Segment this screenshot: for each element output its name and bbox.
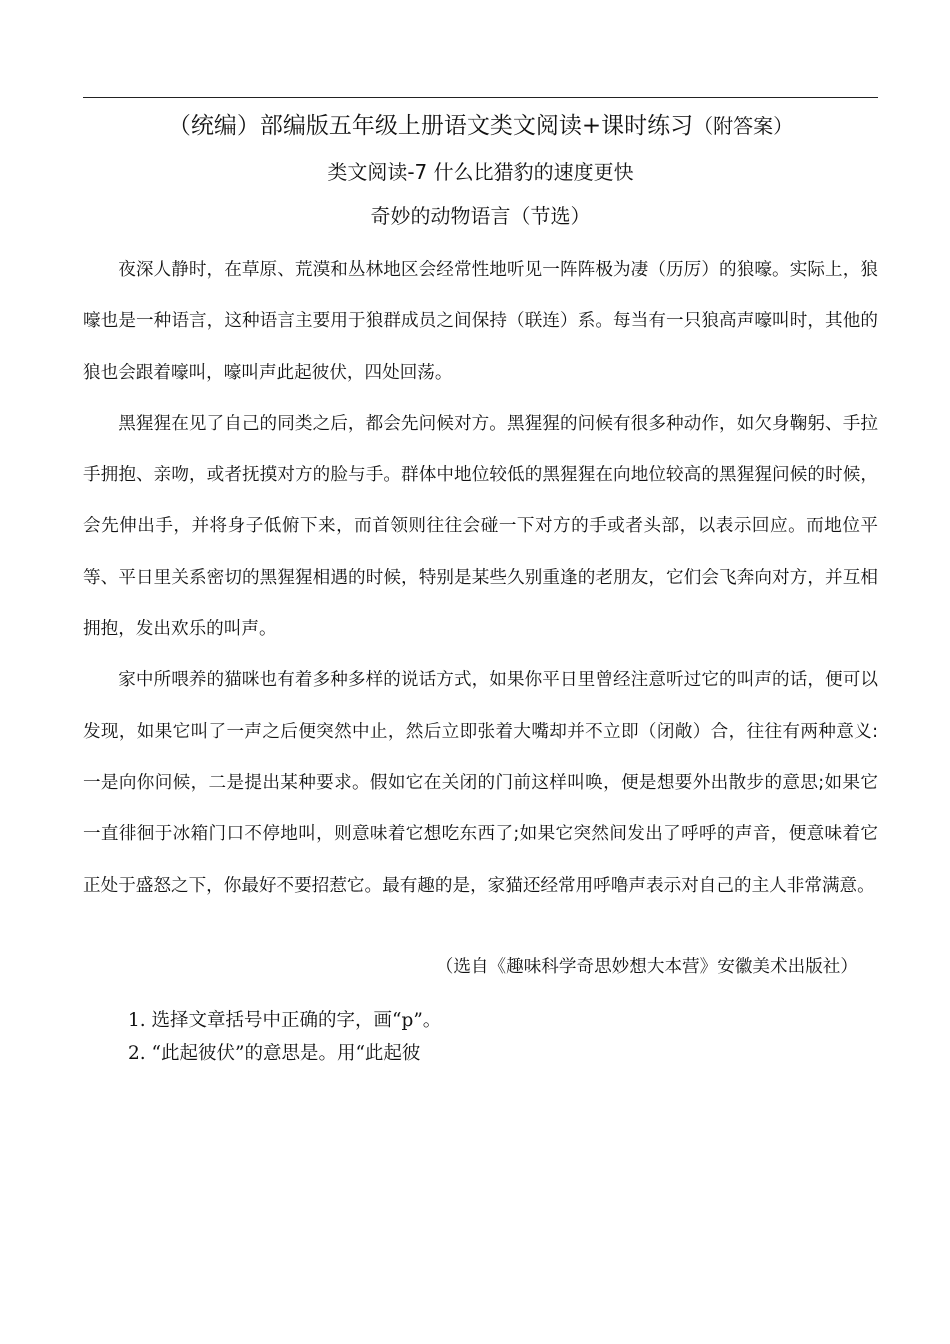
paragraph-chimpanzees: 黑猩猩在见了自己的同类之后，都会先问候对方。黑猩猩的问候有很多种动作，如欠身鞠躬、手拉手拥抱、亲吻，或者抚摸对方的脸与手。群体中地位较低的黑猩猩在向地位较高的黑猩猩问候的时候，会先伸出手，并将身子低俯下来，而首领则往往会碰一下对方的手或者头部，以表示回应。而地位平等、平日里关系密切的黑猩猩相遇的时候，特别是某些久别重逢的老朋友，它们会飞奔向对方，并互相拥抱，发出欢乐的叫声。 xyxy=(83,413,878,640)
question-item: 2. “此起彼伏”的意思是。用“此起彼 xyxy=(128,1043,421,1064)
paragraph-cats: 家中所喂养的猫咪也有着多种多样的说话方式，如果你平日里曾经注意听过它的叫声的话，便可以发现，如果它叫了一声之后便突然中止，然后立即张着大嘴却并不立即（闭敞）合，往往有两种意义:一是向你问候，二是提出某种要求。假如它在关闭的门前这样叫唤，便是想要外出散步的意思;如果它一直徘徊于冰箱门口不停地叫，则意味着它想吃东西了;如果它突然间发出了呼呼的声音，便意味着它正处于盛怒之下，你最好不要招惹它。最有趣的是，家猫还经常用呼噜声表示对自己的主人非常满意。 xyxy=(83,670,878,896)
document-header-suffix: （附答案） xyxy=(693,114,794,138)
reading-title: 类文阅读-7 什么比猎豹的速度更快 xyxy=(327,160,634,184)
document-header-title: （统编）部编版五年级上册语文类文阅读+课时练习 xyxy=(167,113,694,139)
article-body xyxy=(83,245,878,912)
article-title: 奇妙的动物语言（节选） xyxy=(370,204,591,228)
question-list xyxy=(128,1004,868,1070)
document-header xyxy=(83,108,878,144)
paragraph-wolves: 夜深人静时，在草原、荒漠和丛林地区会经常性地听见一阵阵极为凄（历厉）的狼嚎。实际上，狼嚎也是一种语言，这种语言主要用于狼群成员之间保持（联连）系。每当有一只狼高声嚎叫时，其他的狼也会跟着嚎叫，嚎叫声此起彼伏，四处回荡。 xyxy=(83,260,878,383)
header-rule xyxy=(83,97,878,98)
source-citation: （选自《趣味科学奇思妙想大本营》安徽美术出版社） xyxy=(435,957,858,977)
question-item: 1. 选择文章括号中正确的字，画“p”。 xyxy=(128,1010,442,1031)
